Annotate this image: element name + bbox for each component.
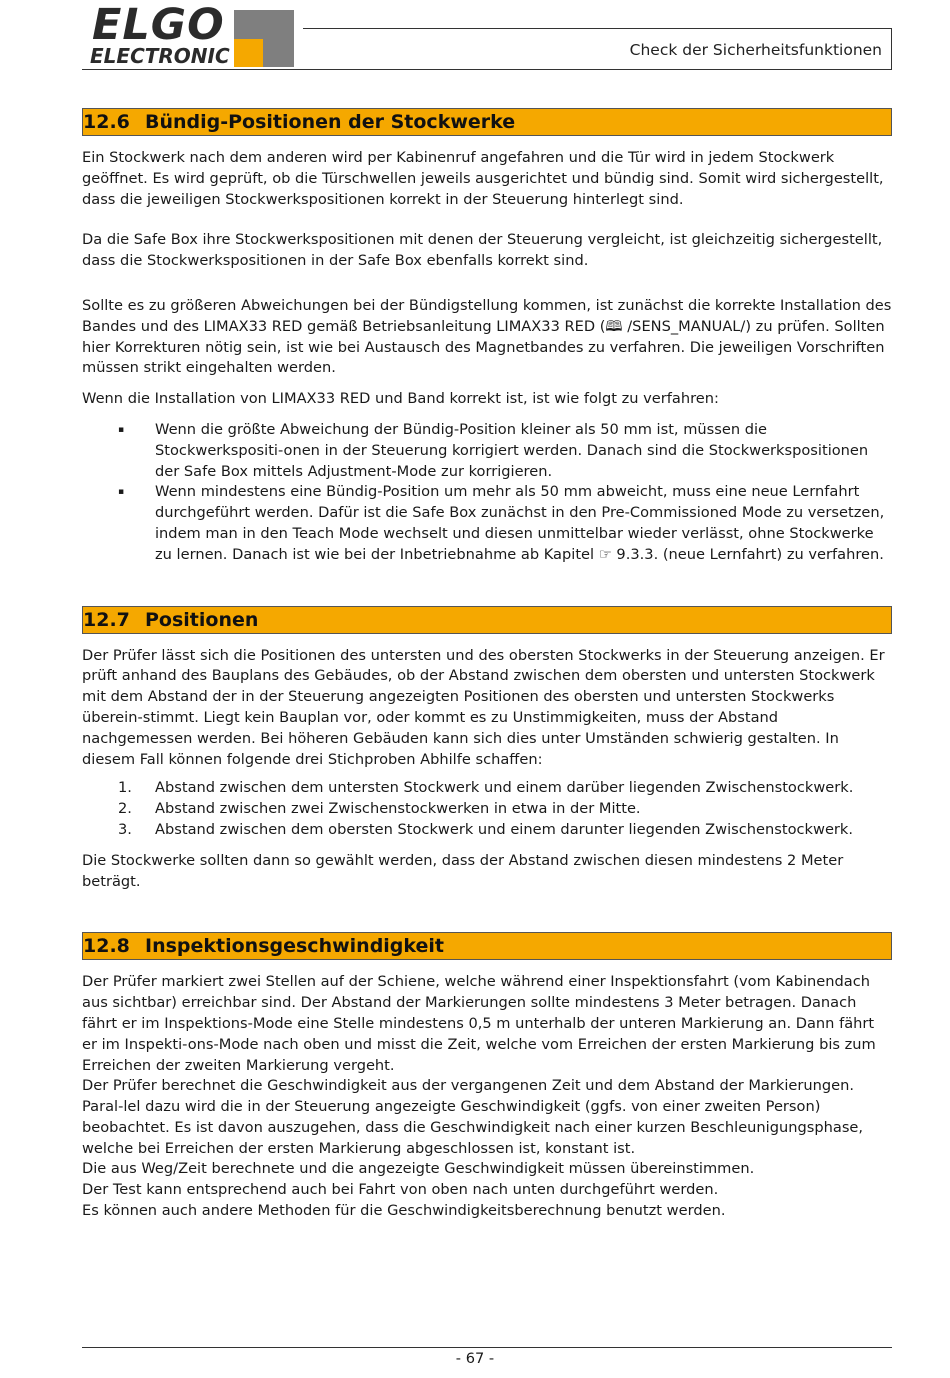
logo-text-elgo: ELGO: [92, 0, 225, 50]
elgo-logo: [82, 0, 294, 70]
bullet-icon: ▪: [118, 424, 125, 435]
section-number: 12.7: [83, 608, 130, 631]
page-number: - 67 -: [455, 1350, 495, 1367]
list-number: 3.: [118, 820, 132, 838]
list-item-text: Abstand zwischen dem untersten Stockwerk und einem darüber liegenden Zwischenstockwerk.: [155, 779, 854, 797]
logo-text-electronic: ELECTRONIC: [90, 44, 230, 68]
paragraph: Die aus Weg/Zeit berechnete und die angezeigte Geschwindigkeit müssen übereinstimmen.: [82, 1160, 755, 1178]
paragraph: Die Stockwerke sollten dann so gewählt werden, dass der Abstand zwischen diesen mindestens 2 Meter beträgt.: [82, 851, 844, 890]
list-number: 2.: [118, 800, 132, 818]
header-title: Check der Sicherheitsfunktionen: [629, 41, 882, 59]
header-top-rule: [303, 28, 891, 29]
paragraph: Es können auch andere Methoden für die Geschwindigkeitsberechnung benutzt werden.: [82, 1202, 726, 1220]
list-item-text: Wenn mindestens eine Bündig-Position um mehr als 50 mm abweicht, muss eine neue Lernfahrt durchgeführt werden. Dafür ist die Safe Box zunächst in den Pre-Commissioned Mode zu versetzen, indem man in den Teach Mode wechselt und diesen unmittelbar wieder verlässt, ohne Stockwerke zu lernen. Danach ist wie bei der Inbetriebnahme ab Kapitel ☞ 9.3.3. (neue Lernfahrt) zu verfahren.: [155, 483, 885, 563]
list-item: [82, 820, 892, 841]
list-item: [82, 482, 892, 565]
paragraph: Ein Stockwerk nach dem anderen wird per Kabinenruf angefahren und die Tür wird in jedem Stockwerk geöffnet. Es wird geprüft, ob die Türschwellen jeweils ausgerichtet und bündig sind. Somit wird sichergestellt, dass die jeweiligen Stockwerkspositionen korrekt in der Steuerung hinterlegt sind.: [82, 149, 884, 208]
paragraph: Sollte es zu größeren Abweichungen bei der Bündigstellung kommen, ist zunächst die korrekte Installation des Bandes und des LIMAX33 RED gemäß Betriebsanleitung LIMAX33 RED (🕮 /SENS_MANUAL/) zu prüfen. Sollten hier Korrekturen nötig sein, ist wie bei Austausch des Magnetbandes zu verfahren. Die jeweiligen Vorschriften müssen strikt eingehalten werden.: [82, 296, 892, 377]
numbered-list: [82, 778, 892, 840]
section-title: Inspektionsgeschwindigkeit: [145, 935, 445, 958]
section-number: 12.8: [83, 935, 130, 958]
section-title: Bündig-Positionen der Stockwerke: [145, 111, 516, 133]
section-number: 12.6: [83, 111, 130, 133]
header-rule: [82, 69, 892, 70]
list-item: [82, 799, 892, 820]
paragraph: Der Prüfer markiert zwei Stellen auf der Schiene, welche während einer Inspektionsfahrt (vom Kabinendach aus sichtbar) erreichbar sind. Der Abstand der Markierungen sollte mindestens 3 Meter betragen. Danach fährt er im Inspektions-Mode eine Stelle mindestens 0,5 m unterhalb der unteren Markierung an. Dann fährt er im Inspekti-ons-Mode nach oben und misst die Zeit, welche vom Erreichen der ersten Markierung bis zum Erreichen der zweiten Markierung vergeht.: [82, 973, 876, 1074]
bullet-icon: ▪: [118, 487, 125, 498]
section-heading-12-7: [82, 606, 892, 634]
section-title: Positionen: [145, 608, 259, 631]
bullet-list: [82, 420, 892, 566]
paragraph: Der Prüfer berechnet die Geschwindigkeit aus der vergangenen Zeit und dem Abstand der Markierungen. Paral-lel dazu wird die in der Steuerung angezeigte Geschwindigkeit (ggfs. von einer zweiten Person) beobachtet. Es ist davon auszugehen, dass die Geschwindigkeit nach einer kurzen Beschleunigungsphase, welche bei Erreichen der ersten Markierung abgeschlossen ist, konstant ist.: [82, 1077, 864, 1157]
page-content: [82, 108, 892, 1222]
logo-yellow-square: [234, 39, 263, 67]
list-item-text: Abstand zwischen dem obersten Stockwerk und einem darunter liegenden Zwischenstockwerk.: [155, 820, 854, 838]
list-item-text: Wenn die größte Abweichung der Bündig-Position kleiner als 50 mm ist, müssen die Stockwerkspositi-onen in der Steuerung korrigiert werden. Danach sind die Stockwerkspositionen der Safe Box mittels Adjustment-Mode zur korrigieren.: [155, 420, 869, 480]
section-heading-12-6: [82, 108, 892, 136]
section-heading-12-8: [82, 932, 892, 960]
list-item-text: Abstand zwischen zwei Zwischenstockwerken in etwa in der Mitte.: [155, 800, 641, 818]
paragraph: Der Prüfer lässt sich die Positionen des untersten und des obersten Stockwerks in der Steuerung anzeigen. Er prüft anhand des Bauplans des Gebäudes, ob der Abstand zwischen dem obersten und untersten Stockwerk mit dem Abstand der in der Steuerung angezeigten Positionen des obersten und untersten Stockwerks überein-stimmt. Liegt kein Bauplan vor, oder kommt es zu Unstimmigkeiten, muss der Abstand nachgemessen werden. Bei höheren Gebäuden kann sich dies unter Umständen schwierig gestalten. In diesem Fall können folgende drei Stichproben Abhilfe schaffen:: [82, 646, 885, 768]
list-item: [82, 420, 892, 482]
paragraph: Der Test kann entsprechend auch bei Fahrt von oben nach unten durchgeführt werden.: [82, 1181, 719, 1199]
paragraph: Wenn die Installation von LIMAX33 RED und Band korrekt ist, ist wie folgt zu verfahren:: [82, 390, 719, 408]
header-vertical-rule: [891, 28, 892, 69]
paragraph: Da die Safe Box ihre Stockwerkspositionen mit denen der Steuerung vergleicht, ist gleichzeitig sichergestellt, dass die Stockwerkspositionen in der Safe Box ebenfalls korrekt sind.: [82, 231, 883, 270]
list-item: [82, 778, 892, 799]
footer-rule: [82, 1347, 892, 1348]
list-number: 1.: [118, 779, 132, 797]
